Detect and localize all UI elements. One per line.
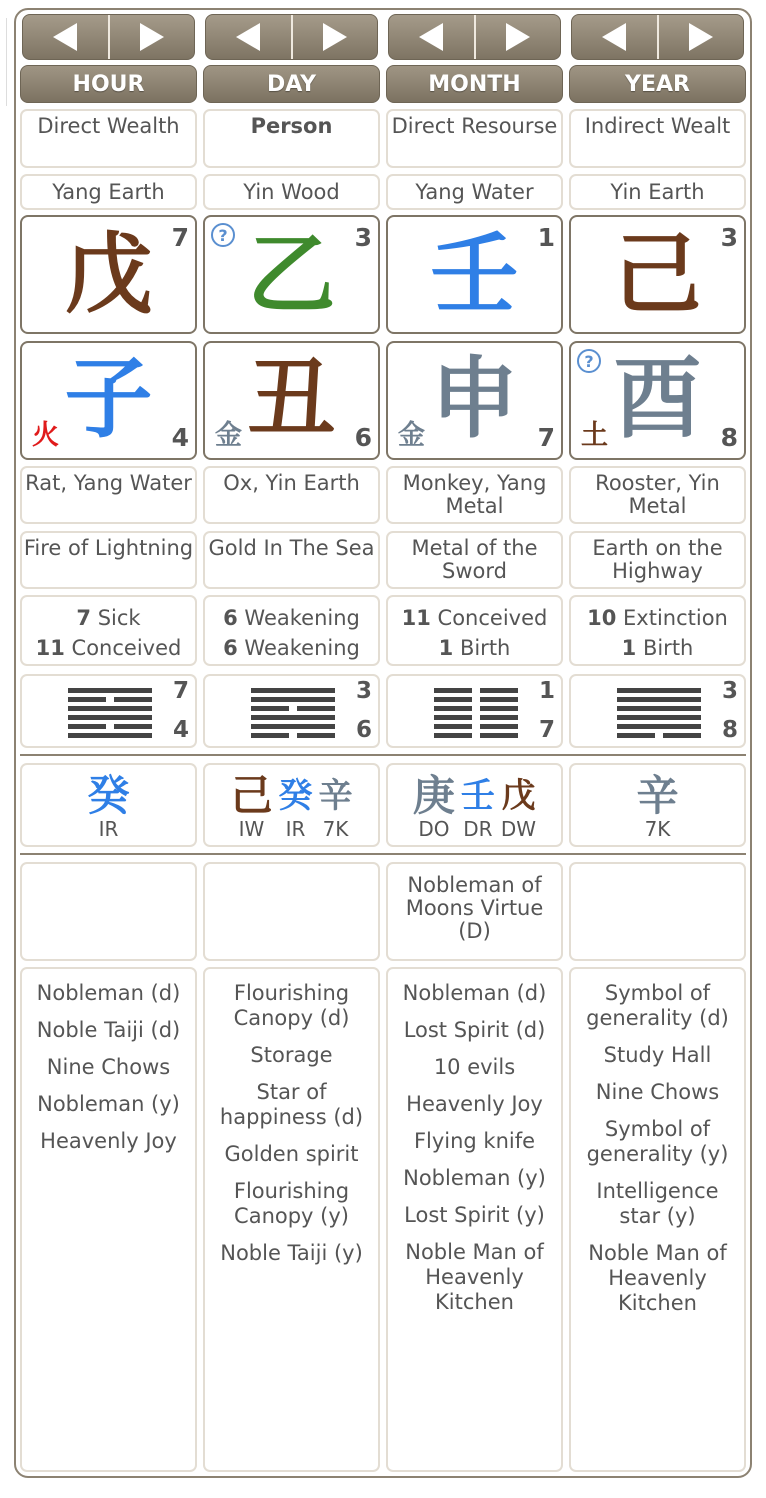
hidden-stem-abbr: 7K: [644, 817, 671, 841]
month-branch-number: 7: [537, 423, 555, 452]
hexagram-line: [251, 724, 335, 729]
star-item: Storage: [250, 1043, 333, 1067]
hexagram-line: [434, 706, 518, 711]
hexagram-line: [68, 724, 152, 729]
star-item: Study Hall: [603, 1043, 712, 1067]
star-item: 10 evils: [433, 1055, 516, 1079]
hexagram-line: [617, 688, 701, 693]
arrow-right-icon: [506, 23, 530, 51]
day-branch-element: 金: [215, 420, 242, 451]
year-help-icon[interactable]: ?: [577, 349, 601, 373]
stage-name: Weakening: [237, 636, 360, 660]
star-item: Golden spirit: [224, 1142, 359, 1166]
arrow-right-icon: [323, 23, 347, 51]
hour-animal: Rat, Yang Water: [20, 466, 197, 524]
day-hexagram-top-number: 3: [355, 678, 372, 704]
month-branch-element: 金: [398, 420, 425, 451]
year-symbolic-stars: [569, 967, 746, 1472]
day-life-stage-row: [205, 633, 378, 663]
month-stem-char: 壬: [430, 223, 519, 326]
arrow-right-icon: [140, 23, 164, 51]
hexagram-line: [68, 715, 152, 720]
stage-number: 1: [438, 636, 454, 660]
broken-line: [434, 733, 472, 738]
broken-line: [434, 706, 472, 711]
year-stem-number: 3: [720, 223, 738, 252]
arrow-left-icon: [53, 23, 77, 51]
year-special-stars: [569, 862, 746, 961]
broken-line: [114, 697, 152, 702]
day-life-stage-row: [205, 603, 378, 633]
stage-name: Sick: [91, 606, 141, 630]
broken-line: [68, 724, 106, 729]
broken-line: [297, 706, 335, 711]
hidden-stem-abbr: DO: [418, 817, 450, 841]
star-item: Noble Taiji (d): [36, 1018, 181, 1042]
month-heavenly-stem[interactable]: [386, 215, 563, 334]
stage-number: 7: [76, 606, 92, 630]
stage-name: Birth: [636, 636, 694, 660]
arrow-left-icon: [419, 23, 443, 51]
broken-line: [251, 733, 289, 738]
hour-hexagram: [20, 674, 197, 748]
year-stem-char: 己: [613, 223, 702, 326]
month-hexagram-top-number: 1: [538, 678, 555, 704]
year-stem-element: Yin Earth: [569, 174, 746, 210]
hexagram-line: [434, 715, 518, 720]
day-stem-element: Yin Wood: [203, 174, 380, 210]
hexagram-icon: [617, 688, 701, 742]
stage-name: Conceived: [430, 606, 548, 630]
solid-line: [251, 715, 335, 720]
hexagram-line: [68, 688, 152, 693]
hour-branch-number: 4: [171, 423, 189, 452]
month-prev-button[interactable]: [389, 15, 474, 59]
month-stem-number: 1: [537, 223, 555, 252]
month-nayin: Metal of the Sword: [386, 531, 563, 589]
hour-life-stage-row: [22, 633, 195, 663]
day-hidden-stems: [203, 763, 380, 847]
broken-line: [480, 724, 518, 729]
hexagram-line: [434, 733, 518, 738]
star-item: Noble Man of Heavenly Kitchen: [405, 1240, 544, 1314]
day-column-header: DAY: [203, 65, 380, 103]
year-branch-number: 8: [720, 423, 738, 452]
solid-line: [617, 706, 701, 711]
month-animal: Monkey, Yang Metal: [386, 466, 563, 524]
hour-nayin: Fire of Lightning: [20, 531, 197, 589]
year-hexagram-top-number: 3: [721, 678, 738, 704]
hidden-stem: [87, 773, 129, 839]
solid-line: [617, 688, 701, 693]
star-item: Noble Taiji (y): [220, 1241, 363, 1265]
broken-line: [663, 733, 701, 738]
hour-life-stage-row: [22, 603, 195, 633]
hexagram-line: [251, 706, 335, 711]
star-item: Flourishing Canopy (y): [233, 1179, 350, 1228]
broken-line: [480, 688, 518, 693]
solid-line: [617, 715, 701, 720]
day-help-icon[interactable]: ?: [211, 223, 235, 247]
day-heavenly-stem[interactable]: [203, 215, 380, 334]
stage-number: 11: [35, 636, 65, 660]
hexagram-line: [251, 733, 335, 738]
solid-line: [68, 706, 152, 711]
section-divider: [20, 754, 746, 756]
solid-line: [68, 688, 152, 693]
hidden-stem-char: 庚: [412, 771, 455, 820]
hexagram-line: [434, 697, 518, 702]
hidden-stem: [230, 773, 272, 839]
day-branch-number: 6: [354, 423, 372, 452]
hour-life-stages: [20, 595, 197, 666]
day-hexagram: [203, 674, 380, 748]
hexagram-line: [434, 724, 518, 729]
month-column-header: MONTH: [386, 65, 563, 103]
stage-name: Weakening: [237, 606, 360, 630]
hidden-stem: [461, 773, 495, 839]
broken-line: [434, 697, 472, 702]
star-item: Nine Chows: [46, 1055, 171, 1079]
month-hexagram: [386, 674, 563, 748]
hexagram-line: [68, 733, 152, 738]
broken-line: [617, 733, 655, 738]
day-prev-button[interactable]: [206, 15, 291, 59]
broken-line: [251, 706, 289, 711]
day-next-button[interactable]: [291, 15, 378, 59]
stage-number: 6: [223, 636, 238, 660]
hidden-stem-char: 癸: [278, 776, 313, 816]
star-item: Nobleman (d): [402, 981, 547, 1005]
hexagram-icon: [68, 688, 152, 742]
broken-line: [480, 715, 518, 720]
day-hexagram-bottom-number: 6: [355, 717, 372, 743]
hidden-stem-abbr: IW: [238, 817, 265, 841]
broken-line: [480, 733, 518, 738]
hour-stem-char: 戊: [64, 223, 153, 326]
broken-line: [68, 697, 106, 702]
stage-number: 1: [621, 636, 637, 660]
solid-line: [617, 724, 701, 729]
star-item: Star of happiness (d): [219, 1080, 364, 1129]
year-hexagram: [569, 674, 746, 748]
month-life-stages: [386, 595, 563, 666]
solid-line: [251, 724, 335, 729]
hidden-stem: [636, 773, 678, 839]
hidden-stem-char: 辛: [636, 771, 679, 820]
star-item: Nine Chows: [595, 1080, 720, 1104]
hour-nav: [22, 14, 195, 60]
hour-symbolic-stars: [20, 967, 197, 1472]
month-life-stage-row: [388, 633, 561, 663]
year-nayin: Earth on the Highway: [569, 531, 746, 589]
hidden-stem-char: 己: [230, 771, 273, 820]
hexagram-icon: [434, 688, 518, 742]
star-item: Nobleman (y): [403, 1166, 546, 1190]
star-item: Symbol of generality (y): [586, 1117, 729, 1166]
day-life-stages: [203, 595, 380, 666]
day-stem-number: 3: [354, 223, 372, 252]
hour-next-button[interactable]: [108, 15, 195, 59]
solid-line: [68, 733, 152, 738]
star-item: Lost Spirit (y): [404, 1203, 545, 1227]
hidden-stem-abbr: DR: [463, 817, 493, 841]
month-special-stars: Nobleman of Moons Virtue (D): [386, 862, 563, 961]
day-stem-char: 乙: [247, 223, 336, 326]
stage-name: Extinction: [616, 606, 728, 630]
broken-line: [480, 697, 518, 702]
month-stem-element: Yang Water: [386, 174, 563, 210]
month-hexagram-bottom-number: 7: [538, 717, 555, 743]
hour-stem-element: Yang Earth: [20, 174, 197, 210]
arrow-left-icon: [602, 23, 626, 51]
star-item: Heavenly Joy: [40, 1129, 177, 1153]
year-nav: [571, 14, 744, 60]
day-special-stars: [203, 862, 380, 961]
year-next-button[interactable]: [657, 15, 744, 59]
month-ten-god: Direct Resourse: [386, 109, 563, 168]
month-earthly-branch[interactable]: [386, 341, 563, 460]
hour-ten-god: Direct Wealth: [20, 109, 197, 168]
hexagram-line: [617, 733, 701, 738]
star-item: Symbol of generality (d): [586, 981, 729, 1030]
year-column-header: YEAR: [569, 65, 746, 103]
month-life-stage-row: [388, 603, 561, 633]
arrow-right-icon: [689, 23, 713, 51]
hexagram-icon: [251, 688, 335, 742]
year-life-stage-row: [571, 603, 744, 633]
hexagram-line: [434, 688, 518, 693]
star-item: Flying knife: [413, 1129, 536, 1153]
hexagram-line: [617, 706, 701, 711]
day-earthly-branch[interactable]: [203, 341, 380, 460]
day-animal: Ox, Yin Earth: [203, 466, 380, 524]
month-next-button[interactable]: [474, 15, 561, 59]
broken-line: [297, 733, 335, 738]
day-branch-char: 丑: [247, 347, 336, 450]
hour-heavenly-stem[interactable]: [20, 215, 197, 334]
section-divider: [20, 853, 746, 855]
hexagram-line: [617, 724, 701, 729]
page-edge: [0, 18, 7, 106]
hidden-stem-abbr: 7K: [322, 817, 349, 841]
hour-hexagram-top-number: 7: [172, 678, 189, 704]
hour-column-header: HOUR: [20, 65, 197, 103]
month-nav: [388, 14, 561, 60]
day-nav: [205, 14, 378, 60]
year-hexagram-bottom-number: 8: [721, 717, 738, 743]
hidden-stem-char: 辛: [318, 776, 353, 816]
hexagram-line: [251, 688, 335, 693]
month-symbolic-stars: [386, 967, 563, 1472]
hidden-stem: [279, 773, 313, 839]
year-branch-element: 土: [581, 420, 608, 451]
broken-line: [480, 706, 518, 711]
hexagram-line: [251, 697, 335, 702]
hour-branch-char: 子: [64, 347, 153, 450]
hidden-stem: [501, 773, 536, 839]
hidden-stem-abbr: IR: [98, 817, 119, 841]
star-item: Intelligence star (y): [596, 1179, 719, 1228]
month-hidden-stems: [386, 763, 563, 847]
hidden-stem-char: 壬: [460, 776, 495, 816]
stage-number: 11: [401, 606, 431, 630]
year-life-stage-row: [571, 633, 744, 663]
hidden-stem: [413, 773, 455, 839]
hidden-stem: [319, 773, 353, 839]
hour-earthly-branch[interactable]: [20, 341, 197, 460]
day-symbolic-stars: [203, 967, 380, 1472]
hexagram-line: [68, 697, 152, 702]
year-ten-god: Indirect Wealt: [569, 109, 746, 168]
star-item: Noble Man of Heavenly Kitchen: [588, 1241, 727, 1315]
solid-line: [251, 697, 335, 702]
hexagram-line: [251, 715, 335, 720]
hexagram-line: [68, 706, 152, 711]
year-branch-char: 酉: [613, 347, 702, 450]
day-ten-god: Person: [203, 109, 380, 168]
hidden-stem-abbr: IR: [285, 817, 306, 841]
star-item: Nobleman (d): [36, 981, 181, 1005]
hour-special-stars: [20, 862, 197, 961]
hour-hidden-stems: [20, 763, 197, 847]
year-heavenly-stem[interactable]: [569, 215, 746, 334]
broken-line: [434, 715, 472, 720]
broken-line: [434, 688, 472, 693]
hexagram-line: [617, 697, 701, 702]
stage-number: 10: [587, 606, 617, 630]
stage-number: 6: [223, 606, 238, 630]
solid-line: [68, 715, 152, 720]
star-item: Lost Spirit (d): [403, 1018, 546, 1042]
hidden-stem-char: 癸: [87, 771, 130, 820]
year-earthly-branch[interactable]: [569, 341, 746, 460]
broken-line: [114, 724, 152, 729]
solid-line: [617, 697, 701, 702]
hexagram-line: [617, 715, 701, 720]
day-nayin: Gold In The Sea: [203, 531, 380, 589]
star-item: Flourishing Canopy (d): [233, 981, 350, 1030]
hour-stem-number: 7: [171, 223, 189, 252]
year-animal: Rooster, Yin Metal: [569, 466, 746, 524]
stage-name: Birth: [453, 636, 511, 660]
broken-line: [434, 724, 472, 729]
hour-branch-element: 火: [32, 420, 59, 451]
hidden-stem-abbr: DW: [500, 817, 537, 841]
solid-line: [251, 688, 335, 693]
stage-name: Conceived: [64, 636, 182, 660]
year-hidden-stems: [569, 763, 746, 847]
hour-hexagram-bottom-number: 4: [172, 717, 189, 743]
arrow-left-icon: [236, 23, 260, 51]
hidden-stem-char: 戊: [501, 776, 536, 816]
year-life-stages: [569, 595, 746, 666]
year-prev-button[interactable]: [572, 15, 657, 59]
hour-prev-button[interactable]: [23, 15, 108, 59]
star-item: Nobleman (y): [37, 1092, 180, 1116]
star-item: Heavenly Joy: [406, 1092, 543, 1116]
month-branch-char: 申: [430, 347, 519, 450]
